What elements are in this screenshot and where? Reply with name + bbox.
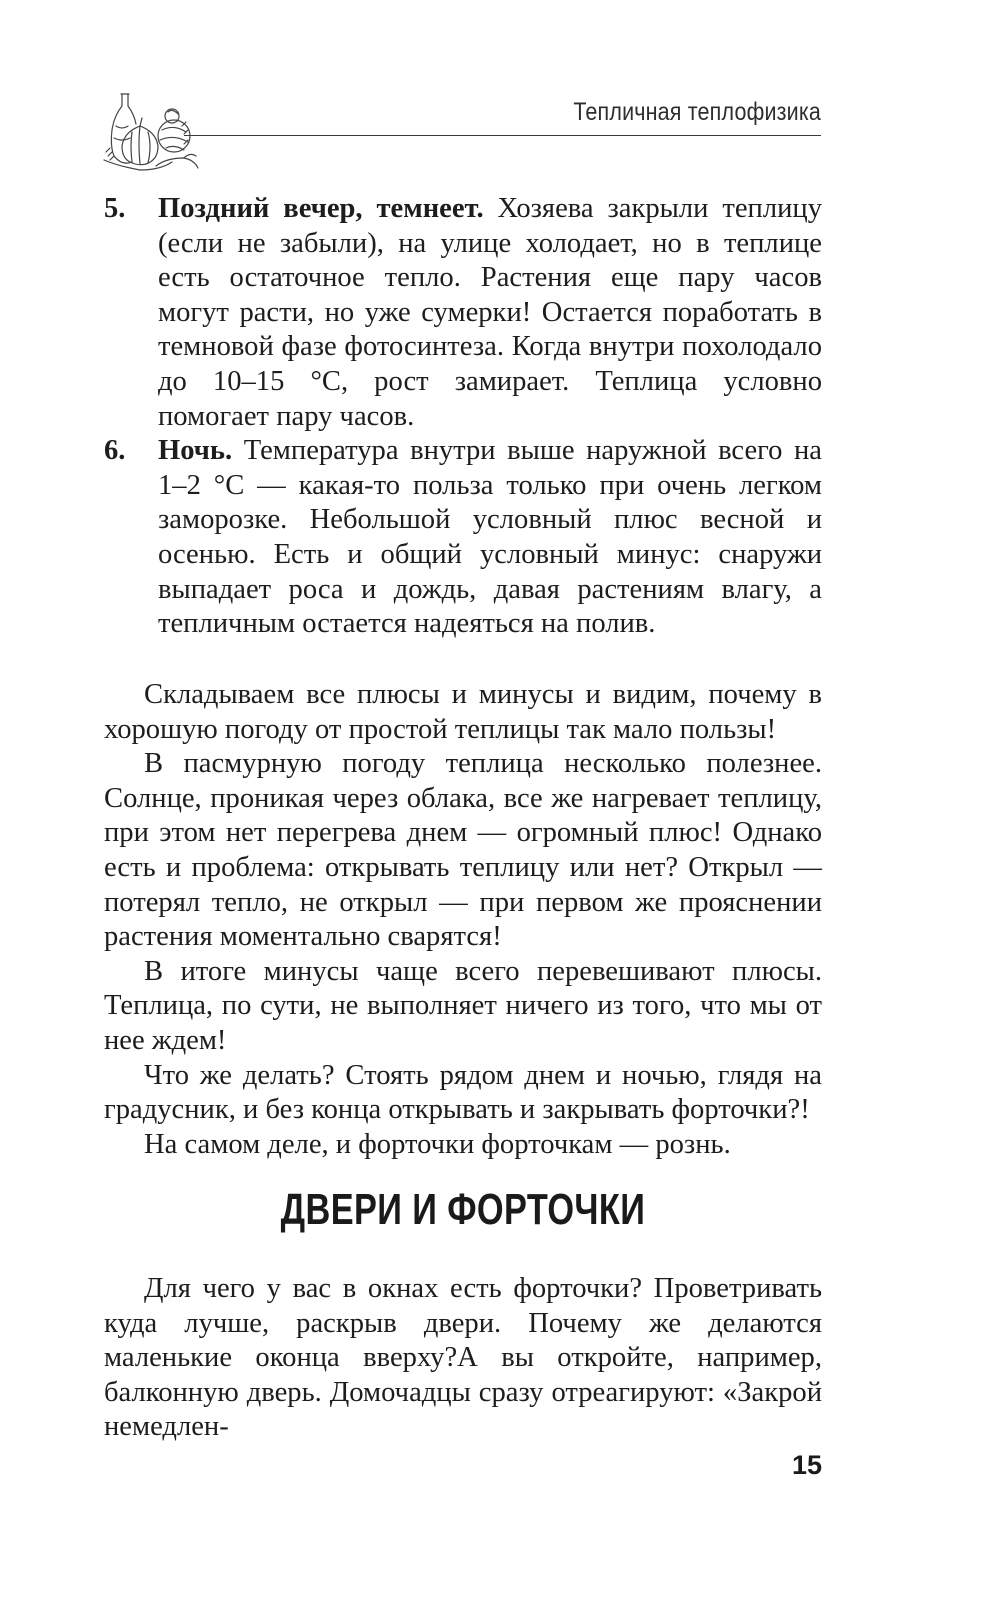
- body-text: [104, 678, 822, 1162]
- vegetables-sketch-icon: [100, 86, 204, 174]
- paragraph: Что же делать? Стоять рядом днем и ночью, глядя на градусник, и без конца открывать и закрывать форточки?!: [104, 1059, 822, 1126]
- list-item-number: 6.: [104, 435, 126, 467]
- paragraph: В пасмурную погоду теплица несколько полезнее. Солнце, проникая через облака, все же нагревает теплицу, при этом нет перегрева днем — огромный плюс! Однако есть и проблема: открывать теплицу или нет? Открыл — потерял тепло, не открыл — при первом же прояснении растения моментально сварятся!: [104, 748, 822, 953]
- page-number: 15: [791, 1450, 822, 1480]
- section-body: [104, 1272, 822, 1445]
- section-heading: ДВЕРИ И ФОРТОЧКИ: [280, 1185, 646, 1234]
- list-item-text: Температура внутри выше наружной всего на 1–2 °С — какая-то польза только при очень легком заморозке. Небольшой условный плюс весной и осенью. Есть и общий условный минус: снаружи выпадает роса и дождь, давая растениям влагу, а тепличным остается надеяться на полив.: [158, 435, 822, 640]
- list-item: [104, 434, 822, 642]
- list-item-lead: Поздний вечер, темнеет.: [158, 193, 484, 224]
- running-title: Тепличная теплофизика: [573, 98, 821, 126]
- list-item-number: 5.: [104, 193, 126, 224]
- paragraph: На самом деле, и форточки форточкам — рознь.: [144, 1128, 731, 1160]
- paragraph: В итоге минусы чаще всего перевешивают плюсы. Теплица, по сути, не выполняет ничего из того, что мы от нее ждем!: [104, 955, 822, 1056]
- list-item-lead: Ночь.: [158, 435, 233, 467]
- paragraph: Для чего у вас в окнах есть форточки? Проветривать куда лучше, раскрыв двери. Почему же делаются маленькие оконца вверху?А вы откройте, например, балконную дверь. Домочадцы сразу отреагируют: «Закрой немедлен-: [104, 1273, 822, 1443]
- numbered-list: [104, 192, 822, 642]
- list-item-text: Хозяева закрыли теплицу (если не забыли), на улице холодает, но в теплице есть остаточное тепло. Растения еще пару часов могут расти, но уже сумерки! Остается поработать в темновой фазе фотосинтеза. Когда внутри похолодало до 10–15 °С, рост замирает. Теплица условно помогает пару часов.: [158, 193, 822, 432]
- paragraph: Складываем все плюсы и минусы и видим, почему в хорошую погоду от простой теплицы так мало пользы!: [104, 679, 822, 745]
- list-item: [104, 192, 822, 434]
- header-rule: [184, 135, 821, 136]
